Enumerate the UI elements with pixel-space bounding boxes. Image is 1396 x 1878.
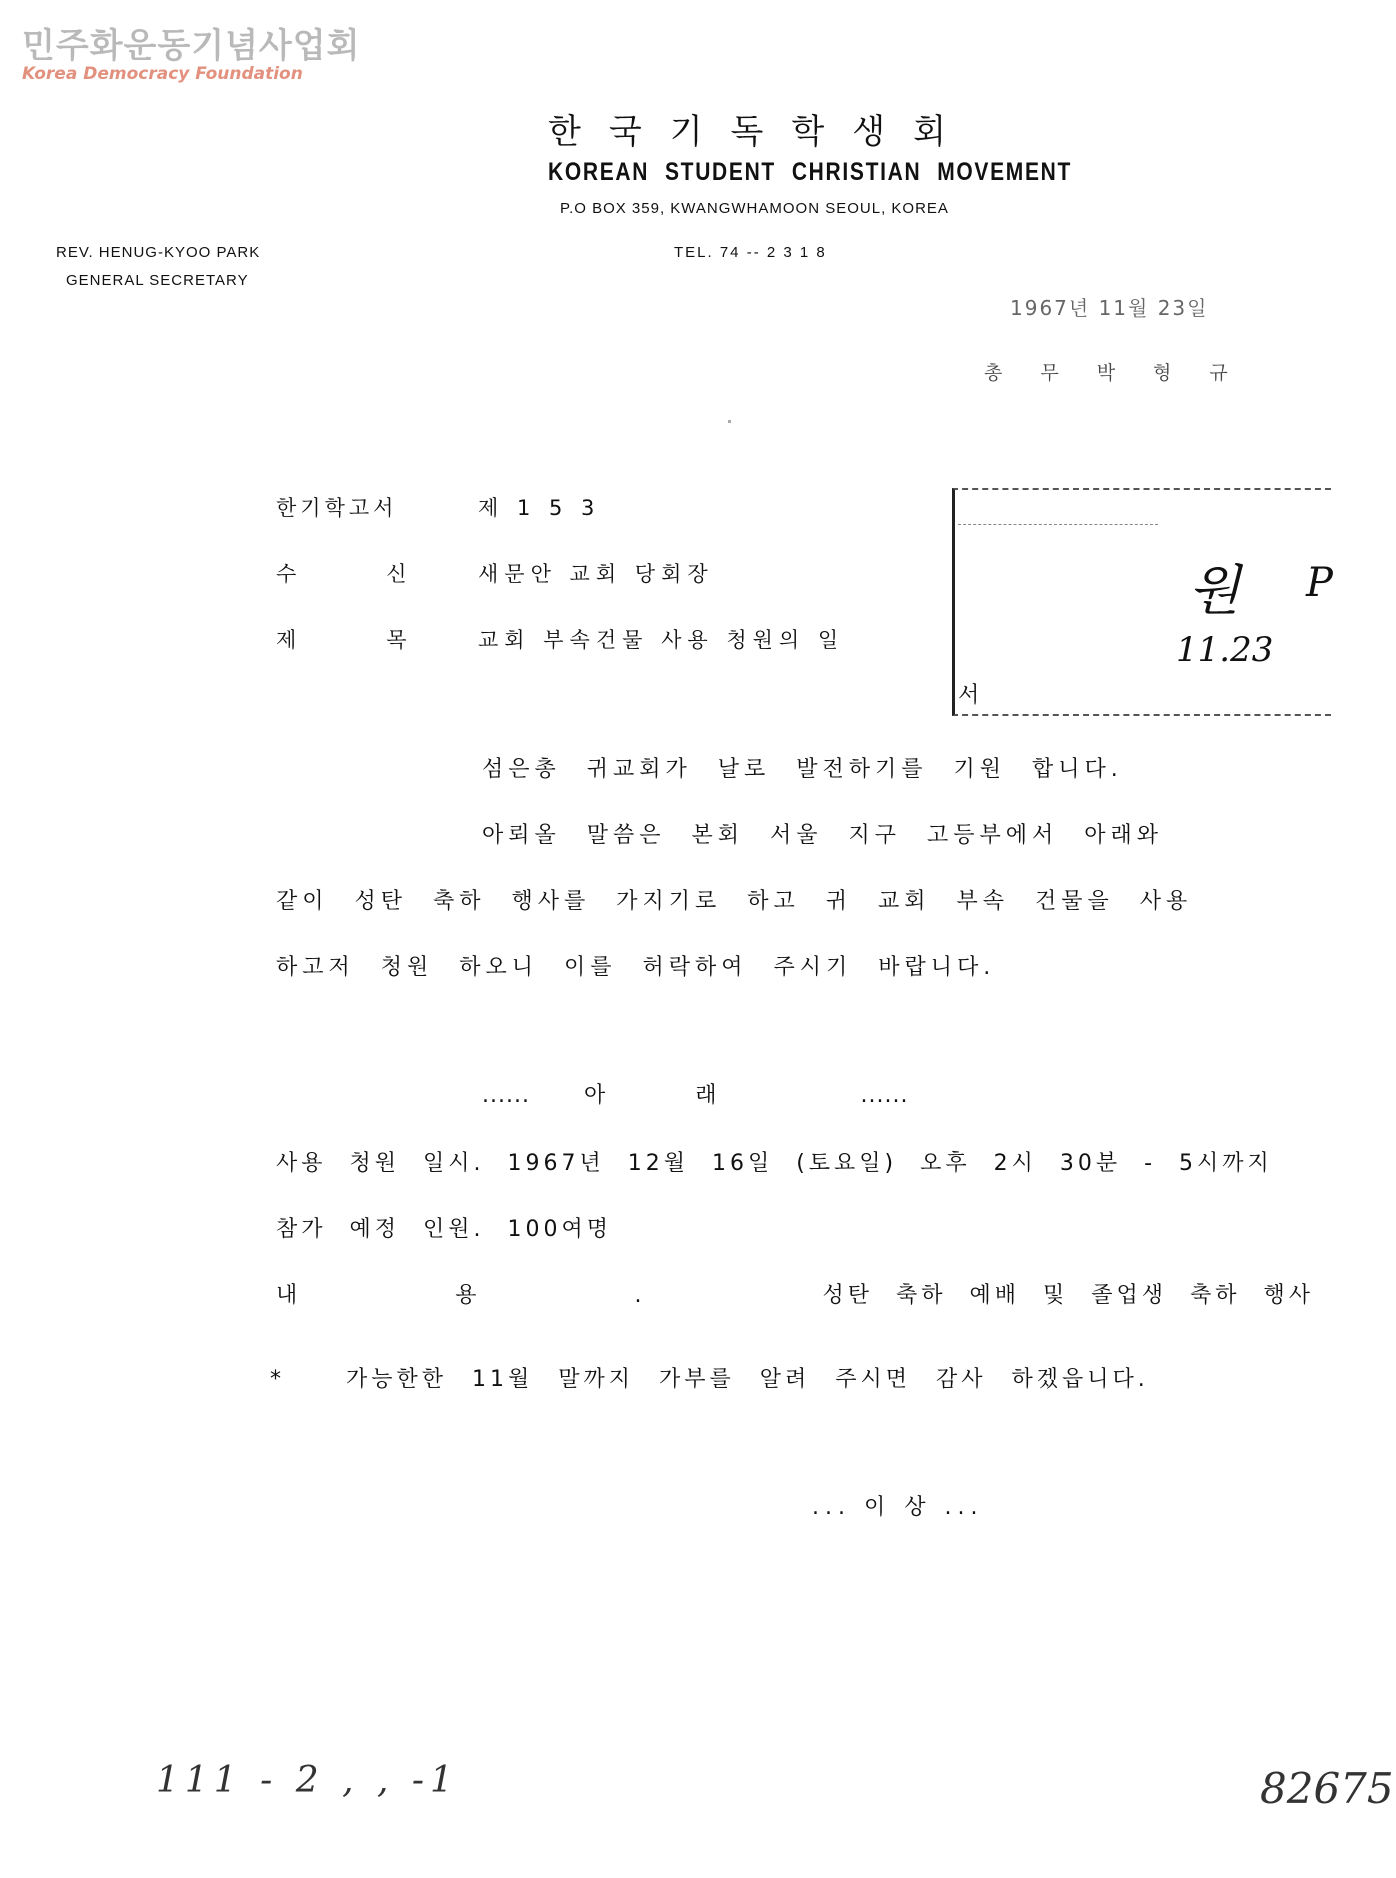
subject-label: 제목 [276,628,497,652]
recipient-value: 새문안 교회 당회장 [478,562,714,586]
body-line-3: 같이 성탄 축하 행사를 가지기로 하고 귀 교회 부속 건물을 사용 [276,889,1193,914]
signatory-title: GENERAL SECRETARY [66,272,249,289]
document-number-value: 제 1 5 3 [478,496,601,520]
organization-name-english: KOREAN STUDENT CHRISTIAN MOVEMENT [548,158,1072,186]
stamp-inner-box [958,488,1158,525]
stamp-handwritten-date: 11.23 [1176,630,1274,670]
body-line-2: 아뢰올 말씀은 본회 서울 지구 고등부에서 아래와 [482,823,1164,848]
stamp-handwritten-mark: 원 [1188,559,1241,622]
recipient-label: 수신 [276,562,497,586]
closing-mark: ... 이 상 ... [812,1495,984,1520]
note-asterisk: * [270,1367,285,1392]
body-line-4: 하고저 청원 하오니 이를 허락하여 주시기 바랍니다. [276,955,996,980]
letter-date: 1967년 11월 23일 [1010,296,1209,320]
document-number-label: 한기학고서 [276,496,398,520]
detail-attendance [276,1212,612,1243]
stamp-handwritten-initial: P [1306,560,1333,606]
section-title: 아래 [583,1083,807,1108]
detail-content [276,1278,1314,1309]
handwritten-archive-number: 82675 [1260,1764,1394,1813]
detail-attendance-label: 참가 예정 인원. [276,1217,485,1242]
organization-name-korean: 한국기독학생회 [548,112,974,152]
note-text: 가능한한 11월 말까지 가부를 알려 주시면 감사 하겠읍니다. [346,1367,1149,1392]
stray-dot [728,420,731,423]
handwritten-reference-left: 111 - 2 , , -1 [156,1760,459,1801]
detail-datetime-label: 사용 청원 일시. [276,1151,485,1176]
section-marks-left: ...... [482,1083,530,1108]
watermark-english: Korea Democracy Foundation [22,64,303,84]
organization-address: P.O BOX 359, KWANGWHAMOON SEOUL, KOREA [560,200,949,217]
subject-value: 교회 부속건물 사용 청원의 일 [478,628,845,652]
watermark-korean: 민주화운동기념사업회 [22,26,361,66]
detail-datetime-value: 1967년 12월 16일 (토요일) 오후 2시 30분 - 5시까지 [507,1151,1273,1176]
detail-datetime [276,1146,1273,1177]
organization-telephone: TEL. 74 -- 2 3 1 8 [674,244,827,261]
detail-content-value: 성탄 축하 예배 및 졸업생 축하 행사 [822,1283,1314,1308]
detail-content-label: 내용. [276,1283,800,1308]
section-heading [482,1078,908,1109]
request-note [270,1362,1149,1393]
section-marks-right: ...... [860,1083,909,1108]
detail-attendance-value: 100여명 [507,1217,612,1242]
signatory-name: REV. HENUG-KYOO PARK [56,244,261,261]
stamp-label: 서 [958,683,980,708]
body-line-1: 섬은총 귀교회가 날로 발전하기를 기원 합니다. [482,757,1123,782]
sender-name: 총무박형규 [984,362,1266,384]
